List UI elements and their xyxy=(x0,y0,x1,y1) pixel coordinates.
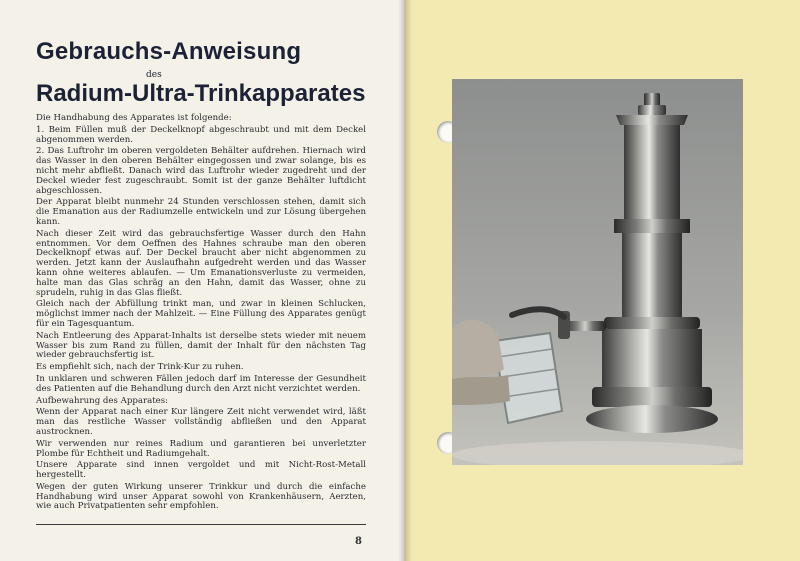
lid xyxy=(616,115,688,125)
product-photo xyxy=(452,79,743,465)
collar-ring xyxy=(614,219,690,233)
paragraph: Unsere Apparate sind innen vergoldet und mit Nicht-Rost-Metall hergestellt. xyxy=(36,460,366,481)
paragraph: Es empfiehlt sich, nach der Trink-Kur zu ruhen. xyxy=(36,362,244,373)
page-number: 8 xyxy=(355,536,362,547)
title-line-2: Radium-Ultra-Trinkapparates xyxy=(36,80,366,107)
footer-rule xyxy=(36,524,366,525)
paragraph: Wegen der guten Wirkung unserer Trinkkur und durch die einfache Handhabung wird unser Apparat sowohl von Krankenhäusern, Aerzten, wie auch Privatpatienten sehr empfohlen. xyxy=(36,481,366,512)
binding-gutter xyxy=(398,0,412,561)
base-ring xyxy=(592,387,712,407)
lid-knob xyxy=(644,93,660,107)
title-connector: des xyxy=(146,70,162,80)
section-heading: Aufbewahrung des Apparates: xyxy=(36,395,169,406)
base-plate xyxy=(586,405,718,433)
paragraph: 1. Beim Füllen muß der Deckelknopf abgeschraubt und mit dem Deckel abgenommen werden. xyxy=(36,124,366,145)
paragraph: Die Handhabung des Apparates ist folgende: xyxy=(36,113,232,123)
paragraph: Wir verwenden nur reines Radium und garantieren bei unverletzter Plombe für Echtheit und Radiumgehalt. xyxy=(36,438,366,459)
paragraph: 2. Das Luftrohr im oberen vergoldeten Behälter aufdrehen. Hiernach wird das Wasser in den oberen Behälter eingegossen und zwar solange, bis es nicht mehr abfließt. Danach wird das Luftrohr wieder zugedreht und der Deckel wieder fest zugeschraubt. Somit ist der ganze Behälter luftdicht abgeschlossen. xyxy=(36,146,366,196)
photo-background xyxy=(452,79,743,465)
tap-spout xyxy=(564,321,606,331)
paragraph: Nach Entleerung des Apparat-Inhalts ist derselbe stets wieder mit neuem Wasser bis zum Rand zu füllen, damit der Inhalt für den nächsten Tag wieder gebrauchsfertig ist. xyxy=(36,330,366,361)
instructions-body xyxy=(36,114,366,514)
document-title xyxy=(36,38,376,107)
paragraph: Der Apparat bleibt nunmehr 24 Stunden verschlossen stehen, damit sich die Emanation aus der Radiumzelle entwickeln und zur Lösung übergehen kann. xyxy=(36,197,366,227)
paragraph: Wenn der Apparat nach einer Kur längere Zeit nicht verwendet wird, läßt man das restliche Wasser vollständig abfließen und den Apparat austrocknen. xyxy=(36,407,366,437)
title-line-1: Gebrauchs-Anweisung xyxy=(36,38,302,65)
middle-container xyxy=(622,233,682,323)
paragraph: Nach dieser Zeit wird das gebrauchsfertige Wasser durch den Hahn entnommen. Vor dem Oeffnen des Hahnes schraube man den oberen Deckelknopf etwas auf. Der Deckel braucht aber nicht abgenommen zu werden. Jetzt kann der Auslaufhahn aufgedreht werden und das Wasser kann ohne weiteres ablaufen. — Um Emanationsverluste zu vermeiden, halte man das Glas schräg an den Hahn, damit das Wasser, ohne zu sprudeln, ruhig in das Glas fließt. xyxy=(36,228,366,298)
paragraph: Gleich nach der Abfüllung trinkt man, und zwar in kleinen Schlucken, möglichst immer nach der Mahlzeit. — Eine Füllung des Apparates genügt für ein Tagesquantum. xyxy=(36,299,366,329)
lower-container xyxy=(602,329,702,391)
paragraph: In unklaren und schweren Fällen jedoch darf im Interesse der Gesundheit des Patienten auf die Behandlung durch den Arzt nicht verzichtet werden. xyxy=(36,373,366,394)
